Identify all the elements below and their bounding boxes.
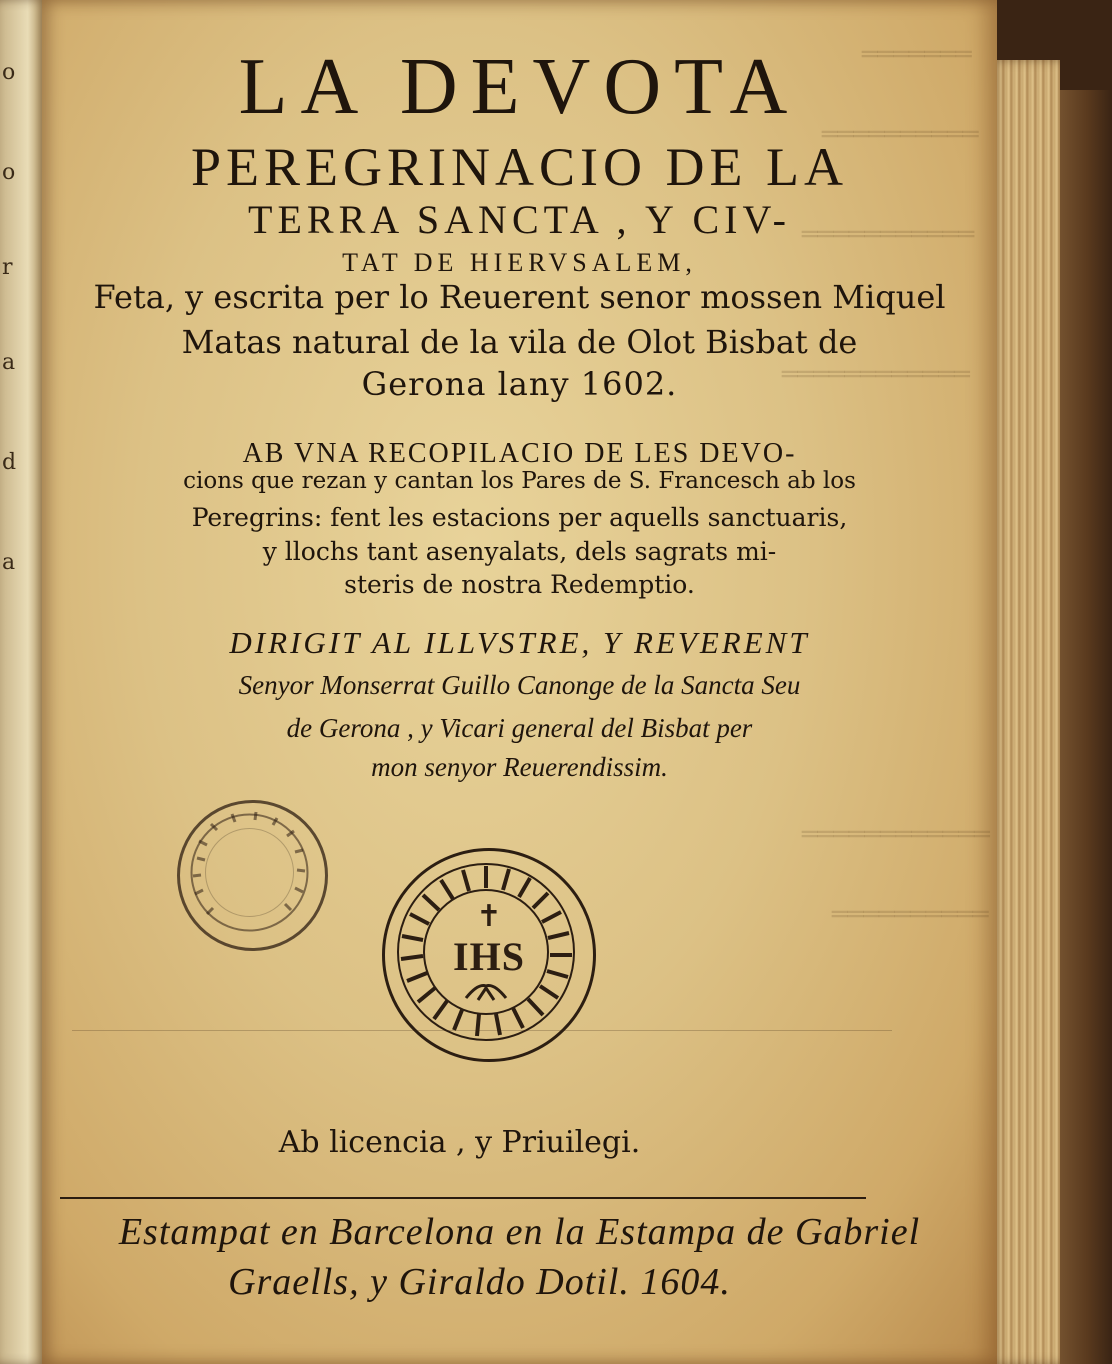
- author-line-1: Feta, y escrita per lo Reuerent senor mossen Miquel: [93, 278, 946, 316]
- license-line: Ab licencia , y Priuilegi.: [278, 1125, 641, 1160]
- compilation-line-2: cions que rezan y cantan los Pares de S. Francesch ab los: [183, 468, 856, 494]
- left-page-fragment: a: [2, 550, 16, 575]
- library-stamp: [177, 800, 328, 951]
- left-page-fragment: r: [2, 255, 13, 280]
- compilation-line-1: AB VNA RECOPILACIO DE LES DEVO-: [242, 438, 797, 469]
- title-line-4: TAT DE HIERVSALEM,: [342, 248, 697, 277]
- left-page-edge: [0, 0, 46, 1364]
- title-line-2: PEREGRINACIO DE LA: [191, 137, 848, 197]
- left-page-fragment: a: [2, 350, 16, 375]
- title-page: [42, 0, 997, 1364]
- imprint-line-2: Graells, y Giraldo Dotil. 1604.: [228, 1261, 731, 1303]
- dedication-line-1: DIRIGIT AL ILLVSTRE, Y REVERENT: [229, 625, 810, 660]
- author-line-3: Gerona lany 1602.: [361, 365, 678, 403]
- left-page-fragment: o: [2, 60, 16, 85]
- library-stamp-graphic: [177, 800, 322, 945]
- left-page-fragment: o: [2, 160, 16, 185]
- show-through-text: ══════════: [822, 120, 979, 150]
- compilation-line-3: Peregrins: fent les estacions per aquells sanctuaris,: [191, 503, 848, 532]
- ihs-monogram: IHS: [453, 934, 525, 979]
- show-through-text: ═══════════: [802, 220, 975, 250]
- imprint-line-1: Estampat en Barcelona en la Estampa de Gabriel: [118, 1211, 921, 1253]
- compilation-line-4: y llochs tant asenyalats, dels sagrats mi-: [262, 537, 777, 566]
- show-through-text: ══════════: [832, 900, 989, 930]
- show-through-text: ═══════: [862, 40, 972, 70]
- title-line-1: LA DEVOTA: [238, 43, 801, 131]
- dedication-line-3: de Gerona , y Vicari general del Bisbat per: [286, 713, 753, 743]
- compilation-line-5: steris de nostra Redemptio.: [344, 570, 695, 599]
- faint-rule: [72, 1030, 892, 1031]
- title-line-3: TERRA SANCTA , Y CIV-: [248, 197, 791, 242]
- dedication-line-2: Senyor Monserrat Guillo Canonge de la Sancta Seu: [238, 670, 801, 700]
- imprint-separator-rule: [60, 1197, 866, 1199]
- page-edges: [990, 60, 1060, 1364]
- show-through-text: ════════════: [782, 360, 970, 390]
- show-through-text: ════════════: [802, 820, 990, 850]
- dedication-line-4: mon senyor Reuerendissim.: [371, 752, 668, 782]
- author-line-2: Matas natural de la vila de Olot Bisbat de: [181, 323, 858, 361]
- left-page-fragment: d: [2, 450, 17, 475]
- cross-icon: ✝: [476, 899, 502, 934]
